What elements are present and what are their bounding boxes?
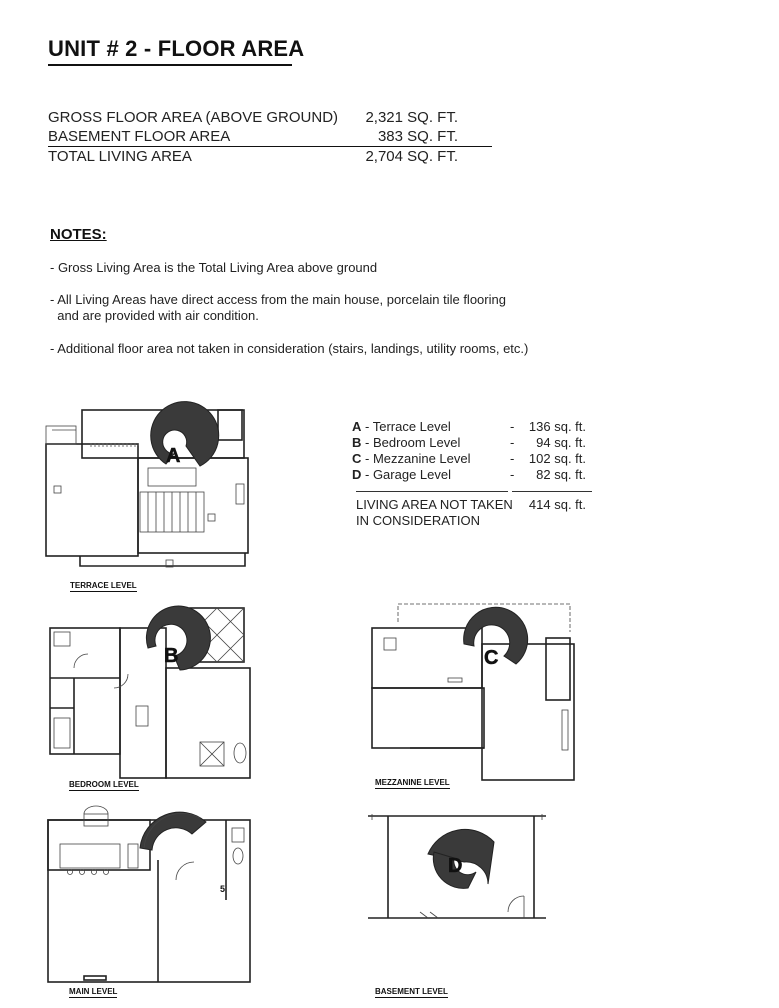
legend-total-label: LIVING AREA NOT TAKEN (356, 497, 513, 512)
bedroom-level-label: BEDROOM LEVEL (69, 780, 139, 789)
area-row-total (48, 146, 492, 167)
basement-level-plan (368, 812, 548, 922)
legend-divider (352, 487, 592, 497)
legend-value: 102 sq. ft. (528, 451, 586, 466)
legend-label: - Mezzanine Level (361, 451, 471, 466)
note-item: - Gross Living Area is the Total Living Area above ground (50, 260, 378, 275)
plan-marker: D (448, 855, 463, 877)
area-label: BASEMENT FLOOR AREA (48, 128, 231, 145)
legend-dash: - (510, 419, 515, 434)
main-level-plan (40, 800, 260, 985)
legend-key: A (352, 419, 362, 434)
legend-key: C (352, 451, 362, 466)
plan-marker: C (484, 647, 499, 669)
note-item: - Additional floor area not taken in consideration (stairs, landings, utility rooms, etc.) (50, 341, 529, 356)
page-title: UNIT # 2 - FLOOR AREA (48, 36, 292, 66)
mezzanine-level-plan (366, 604, 581, 784)
legend-row-a (352, 419, 592, 435)
mezzanine-level-label: MEZZANINE LEVEL (375, 778, 450, 787)
note-item: and are provided with air condition. (50, 308, 259, 323)
legend-label: - Garage Level (361, 467, 451, 482)
area-legend (352, 419, 592, 531)
area-value: 2,704 SQ. FT. (365, 148, 458, 165)
legend-dash: - (510, 435, 515, 450)
legend-dash: - (510, 451, 515, 466)
legend-value: 82 sq. ft. (536, 467, 586, 482)
plan-marker: B (164, 645, 179, 667)
main-level-label: MAIN LEVEL (69, 987, 118, 996)
area-label: GROSS FLOOR AREA (ABOVE GROUND) (48, 109, 339, 126)
notes-heading: NOTES: (50, 226, 107, 243)
legend-value: 136 sq. ft. (528, 419, 586, 434)
legend-total-value: 414 sq. ft. (528, 497, 586, 512)
legend-row-c (352, 451, 592, 467)
legend-label: - Bedroom Level (361, 435, 461, 450)
terrace-level-label: TERRACE LEVEL (70, 581, 137, 590)
basement-level-label: BASEMENT LEVEL (375, 987, 448, 996)
legend-total-label: IN CONSIDERATION (356, 513, 480, 528)
legend-total (352, 497, 592, 531)
legend-key: B (352, 435, 362, 450)
note-item: - All Living Areas have direct access from the main house, porcelain tile flooring (50, 292, 506, 307)
legend-label: - Terrace Level (361, 419, 451, 434)
legend-key: D (352, 467, 362, 482)
area-label: TOTAL LIVING AREA (48, 148, 192, 165)
area-row-basement (48, 127, 492, 146)
svg-text:5: 5 (220, 884, 226, 894)
terrace-level-plan (40, 406, 260, 586)
floor-area-table (48, 108, 492, 167)
legend-row-b (352, 435, 592, 451)
plan-marker: A (166, 445, 181, 467)
legend-dash: - (510, 467, 515, 482)
area-value: 383 SQ. FT. (377, 128, 458, 145)
area-value: 2,321 SQ. FT. (365, 109, 458, 126)
bedroom-level-plan (44, 608, 259, 783)
area-row-gross (48, 108, 492, 127)
legend-value: 94 sq. ft. (536, 435, 586, 450)
legend-row-d (352, 467, 592, 483)
